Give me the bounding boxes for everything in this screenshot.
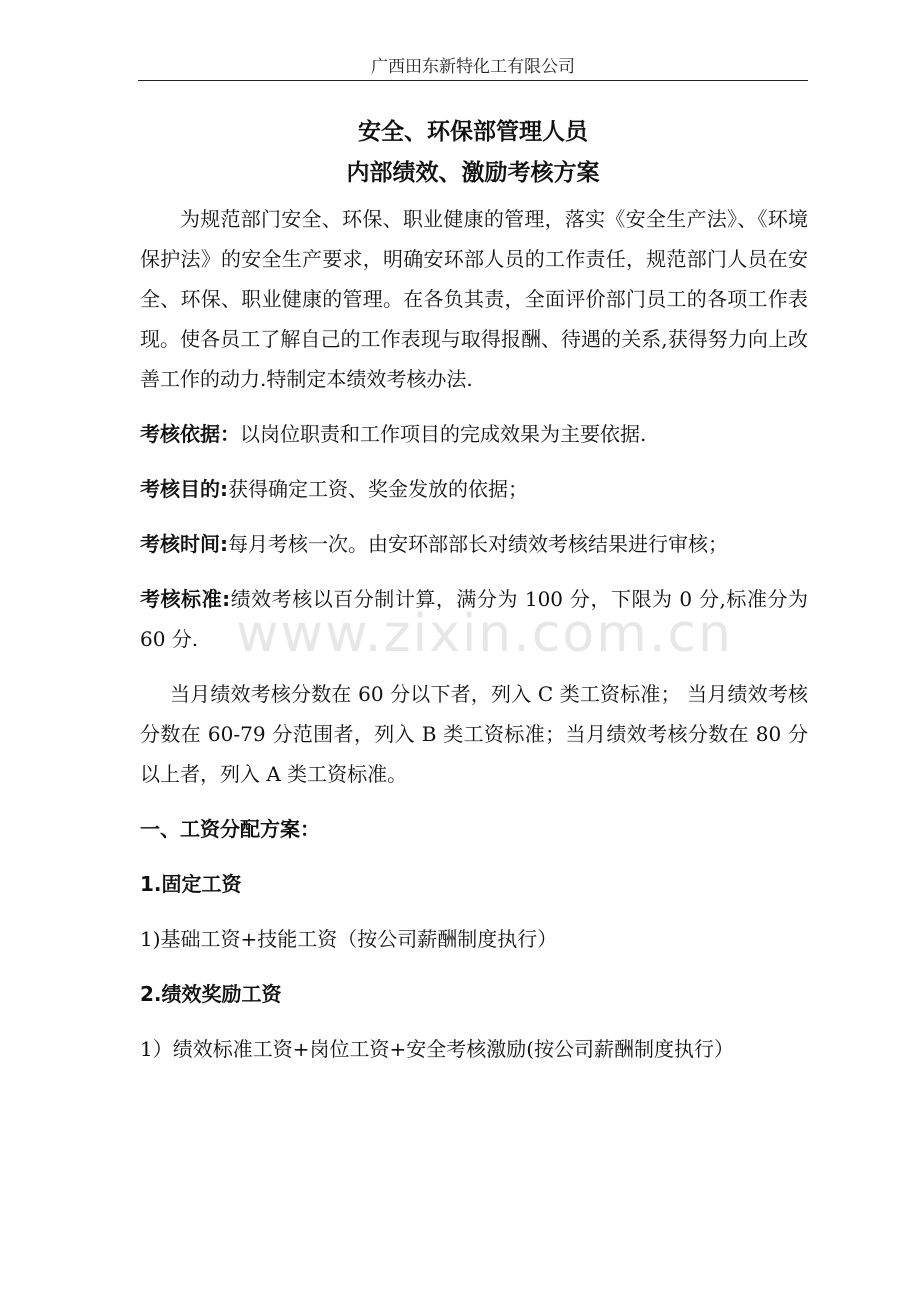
header-rule bbox=[138, 80, 808, 81]
watermark: www.zixin.com.cn bbox=[236, 604, 733, 664]
item-text: 以岗位职责和工作项目的完成效果为主要依据. bbox=[240, 422, 647, 446]
item-basis bbox=[140, 414, 808, 454]
item-label: 考核目的: bbox=[140, 477, 228, 501]
fixed-salary-item: 1)基础工资+技能工资（按公司薪酬制度执行） bbox=[140, 927, 558, 951]
grade-paragraph: 当月绩效考核分数在 60 分以下者，列入 C 类工资标准； 当月绩效考核分数在 60-79 分范围者，列入 B 类工资标准；当月绩效考核分数在 80 分以上者，列入 A 类工资标准。 bbox=[140, 682, 808, 786]
item-label: 考核标准: bbox=[140, 587, 231, 611]
section-heading: 一、工资分配方案： bbox=[140, 817, 320, 841]
page-header: 广西田东新特化工有限公司 bbox=[371, 57, 575, 77]
document-title-line-2: 内部绩效、激励考核方案 bbox=[346, 160, 600, 186]
item-text: 绩效考核以百分制计算，满分为 100 分，下限为 0 分,标准分为 60 分. bbox=[140, 587, 809, 651]
subsection-heading-fixed-salary: 1.固定工资 bbox=[140, 872, 242, 896]
subsection-heading-performance-salary: 2.绩效奖励工资 bbox=[140, 982, 282, 1006]
performance-salary-item: 1）绩效标准工资+岗位工资+安全考核激励(按公司薪酬制度执行） bbox=[140, 1037, 735, 1061]
item-time bbox=[140, 524, 808, 564]
document-title-line-1: 安全、环保部管理人员 bbox=[358, 119, 588, 145]
item-text: 每月考核一次。由安环部部长对绩效考核结果进行审核； bbox=[228, 532, 728, 556]
item-label: 考核时间: bbox=[140, 532, 228, 556]
item-label: 考核依据： bbox=[140, 422, 240, 446]
document-body bbox=[140, 199, 808, 1084]
item-text: 获得确定工资、奖金发放的依据； bbox=[228, 477, 528, 501]
item-purpose bbox=[140, 469, 808, 509]
item-standard bbox=[140, 579, 808, 659]
intro-paragraph: 为规范部门安全、环保、职业健康的管理，落实《安全生产法》、《环境保护法》的安全生产要求，明确安环部人员的工作责任，规范部门人员在安全、环保、职业健康的管理。在各负其责，全面评价部门员工的各项工作表现。使各员工了解自己的工作表现与取得报酬、待遇的关系,获得努力向上改善工作的动力.特制定本绩效考核办法. bbox=[140, 207, 808, 391]
